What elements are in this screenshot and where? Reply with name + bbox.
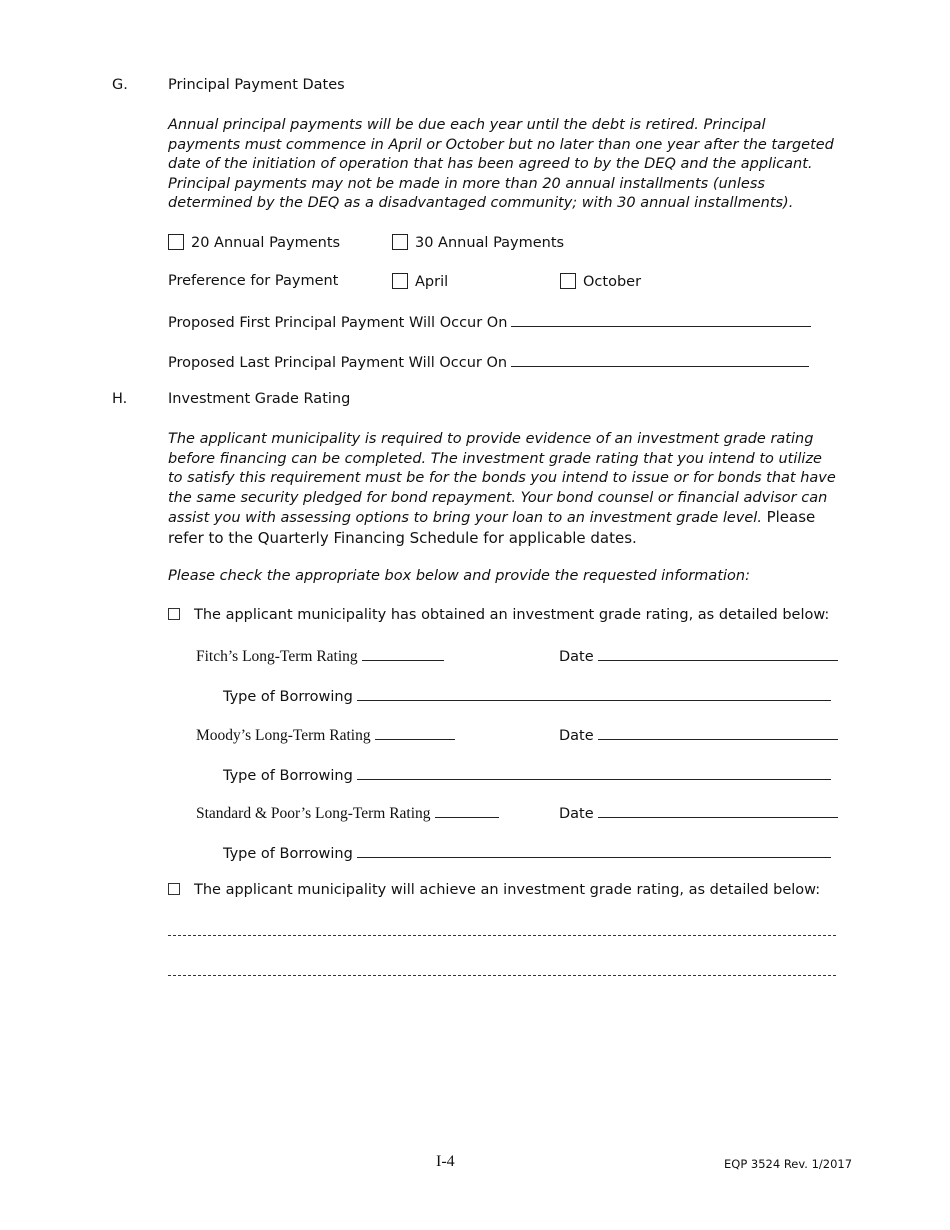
fitch-date-row	[559, 646, 838, 665]
april-label: April	[415, 274, 449, 290]
sp-date-row	[559, 803, 838, 822]
fitch-label: Fitch’s Long-Term Rating	[196, 648, 358, 665]
last-payment-label: Proposed Last Principal Payment Will Occur On	[168, 355, 508, 371]
section-h-letter: H.	[112, 391, 128, 407]
section-g-letter: G.	[112, 77, 128, 93]
fitch-borrowing-field[interactable]	[357, 686, 831, 701]
moodys-row	[196, 725, 455, 745]
will-achieve-checkbox[interactable]	[168, 883, 180, 895]
fitch-borrowing-row	[223, 686, 831, 705]
annual-20-checkbox[interactable]	[168, 234, 184, 250]
sp-row	[196, 803, 499, 823]
first-payment-row	[168, 312, 811, 331]
fitch-date-field[interactable]	[598, 646, 838, 661]
moodys-date-row	[559, 725, 838, 744]
first-payment-field[interactable]	[511, 312, 811, 327]
sp-date-label: Date	[559, 806, 594, 822]
fitch-rating-field[interactable]	[362, 646, 444, 661]
section-h-title: Investment Grade Rating	[168, 391, 351, 407]
section-h-paragraph-italic: The applicant municipality is required to provide evidence of an investment grade rating before financing can be completed. The investment grade rating that you intend to utilize to satisfy this requirement must be for the bonds you intend to issue or for bonds that have the same security pledged for bond repayment. Your bond counsel or financial advisor can assist you with assessing options to bring your loan to an investment grade level.	[168, 431, 836, 527]
first-payment-label: Proposed First Principal Payment Will Occur On	[168, 315, 508, 331]
will-achieve-option[interactable]	[168, 882, 820, 898]
october-option[interactable]	[560, 273, 641, 290]
fitch-date-label: Date	[559, 649, 594, 665]
section-g-title: Principal Payment Dates	[168, 77, 345, 93]
moodys-borrowing-label: Type of Borrowing	[223, 768, 353, 784]
obtained-label: The applicant municipality has obtained an investment grade rating, as detailed below:	[194, 607, 830, 623]
april-checkbox[interactable]	[392, 273, 408, 289]
sp-borrowing-field[interactable]	[357, 843, 831, 858]
page-number: I-4	[436, 1153, 455, 1170]
annual-20-option[interactable]	[168, 234, 340, 251]
october-label: October	[583, 274, 642, 290]
section-h-paragraph	[168, 430, 838, 550]
moodys-borrowing-row	[223, 765, 831, 784]
obtained-checkbox[interactable]	[168, 608, 180, 620]
annual-20-label: 20 Annual Payments	[191, 235, 341, 251]
april-option[interactable]	[392, 273, 448, 290]
sp-borrowing-row	[223, 843, 831, 862]
last-payment-field[interactable]	[511, 352, 809, 367]
form-number: EQP 3524 Rev. 1/2017	[724, 1157, 853, 1171]
fitch-borrowing-label: Type of Borrowing	[223, 689, 353, 705]
will-achieve-line-1[interactable]	[168, 935, 836, 936]
sp-date-field[interactable]	[598, 803, 838, 818]
last-payment-row	[168, 352, 809, 371]
moodys-rating-field[interactable]	[375, 725, 455, 740]
section-g-paragraph: Annual principal payments will be due each year until the debt is retired. Principal payments must commence in April or October but no later than one year after the targeted date of the initiation of operation that has been agreed to by the DEQ and the applicant. Principal payments may not be made in more than 20 annual installments (unless determined by the DEQ as a disadvantaged community; with 30 annual installments).	[168, 117, 834, 212]
sp-rating-field[interactable]	[435, 803, 499, 818]
preference-label: Preference for Payment	[168, 273, 339, 289]
will-achieve-label: The applicant municipality will achieve an investment grade rating, as detailed below:	[194, 882, 821, 898]
sp-label: Standard & Poor’s Long-Term Rating	[196, 805, 431, 822]
moodys-label: Moody’s Long-Term Rating	[196, 727, 371, 744]
moodys-borrowing-field[interactable]	[357, 765, 831, 780]
section-h-paragraph-normal: Please refer to the Quarterly Financing Schedule for applicable dates.	[168, 508, 816, 547]
instruction-text: Please check the appropriate box below and provide the requested information:	[168, 568, 750, 584]
will-achieve-line-2[interactable]	[168, 975, 836, 976]
annual-30-option[interactable]	[392, 234, 564, 251]
moodys-date-label: Date	[559, 728, 594, 744]
october-checkbox[interactable]	[560, 273, 576, 289]
sp-borrowing-label: Type of Borrowing	[223, 846, 353, 862]
moodys-date-field[interactable]	[598, 725, 838, 740]
obtained-option[interactable]	[168, 607, 829, 623]
fitch-row	[196, 646, 444, 666]
annual-30-label: 30 Annual Payments	[415, 235, 565, 251]
annual-30-checkbox[interactable]	[392, 234, 408, 250]
